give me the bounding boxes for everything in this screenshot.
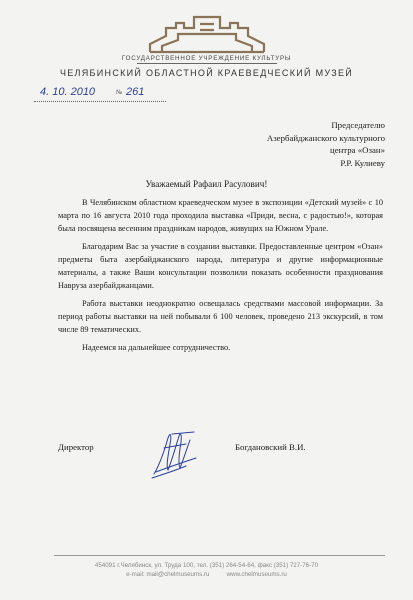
letter-body bbox=[58, 197, 383, 360]
registration-number-label: № bbox=[116, 89, 123, 96]
museum-building-logo-icon bbox=[148, 14, 266, 54]
registration-line bbox=[34, 88, 166, 102]
body-paragraph: Надеемся на дальнейшее сотрудничество. bbox=[82, 342, 231, 352]
registration-number: 261 bbox=[126, 86, 145, 98]
org-name: ЧЕЛЯБИНСКИЙ ОБЛАСТНОЙ КРАЕВЕДЧЕСКИЙ МУЗЕЙ bbox=[59, 68, 354, 78]
registration-underline bbox=[34, 101, 166, 102]
body-paragraph: В Челябинском областном краеведческом музее в экспозиции «Детский музей» с 10 марта по 16 августа 2010 года проходила выставка «Приди, весна, с радостью!», которая была посвящена весенним праздникам народов, живущих на Южном Урале. bbox=[58, 198, 383, 233]
addressee-line: Р.Р. Кулиеву bbox=[340, 157, 385, 168]
footer-divider bbox=[54, 555, 385, 556]
signatory-title: Директор bbox=[58, 442, 94, 452]
header-divider bbox=[137, 63, 277, 64]
salutation: Уважаемый Рафаил Расулович! bbox=[145, 179, 268, 189]
signature-row bbox=[58, 442, 383, 472]
footer-address: 454091 г.Челябинск, ул. Труда 100, тел. (351) 264-54-64, факс (351) 727-76-70 bbox=[94, 562, 319, 569]
body-paragraph: Благодарим Вас за участие в создании выставки. Предоставленные центром «Озан» предметы быта азербайджанского народа, литература и другие информационные материалы, а также Ваши консультации позволили показать особенности празднования Наврузa азербайджанцами. bbox=[58, 241, 383, 290]
footer-contacts bbox=[0, 561, 413, 579]
addressee-line: Председателю bbox=[331, 120, 385, 130]
addressee-line: центра «Озан» bbox=[329, 145, 385, 155]
addressee-line: Азербайджанского культурного bbox=[266, 132, 385, 143]
signatory-name: Богдановский В.И. bbox=[235, 442, 306, 452]
addressee-block bbox=[205, 119, 385, 169]
registration-date: 4. 10. 2010 bbox=[40, 86, 96, 98]
footer-web: e-mail: mail@chelmuseums.ru www.chelmuseums.ru bbox=[126, 571, 287, 578]
org-type: ГОСУДАРСТВЕННОЕ УЧРЕЖДЕНИЕ КУЛЬТУРЫ bbox=[121, 55, 292, 62]
body-paragraph: Работа выставки неоднократно освещалась средствами массовой информации. За период работы выставки на ней побывали 6 100 человек, проведено 213 экскурсий, в том числе 89 тематических. bbox=[58, 298, 383, 334]
